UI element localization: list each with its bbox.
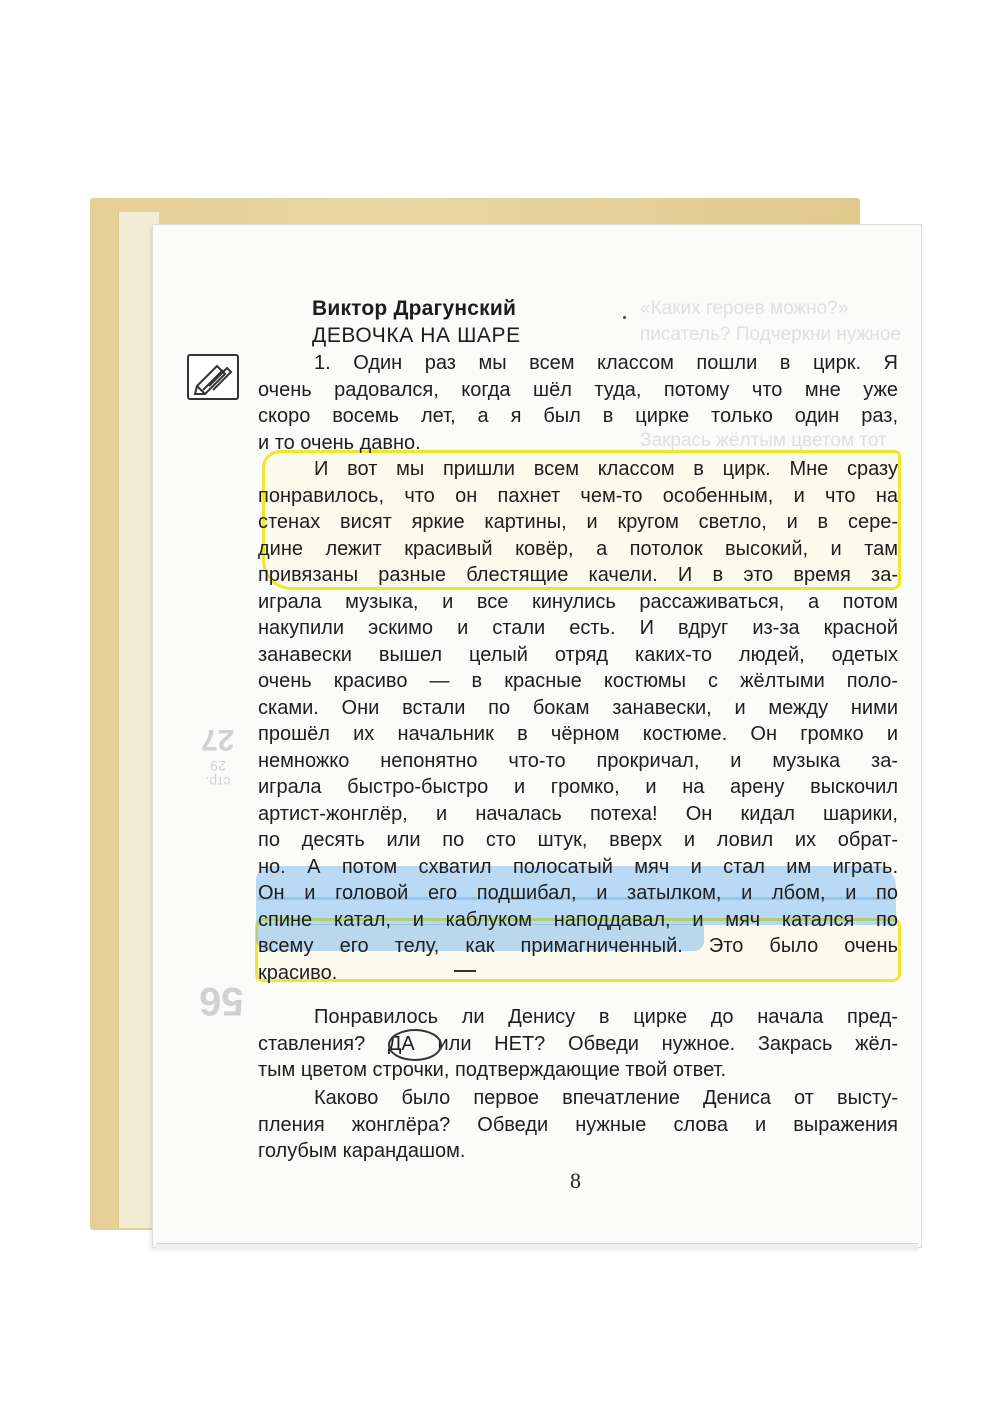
text-line: играла музыка, и все кинулись рассаживаться, а потом <box>258 590 898 613</box>
question-1 <box>258 1004 898 1084</box>
paragraph-1 <box>258 350 898 456</box>
bleed-through-small: стр. 29 <box>205 758 231 790</box>
text-line: спине катал, и каблуком наподдавал, и мяч катался по <box>258 908 898 931</box>
question-2 <box>258 1085 898 1165</box>
text-line: Каково было первое впечатление Дениса от высту- <box>314 1087 898 1109</box>
bleed-through-line: «Каких героев можно?» <box>640 298 849 319</box>
pencil-dash <box>454 970 476 972</box>
bleed-through-number: 56 <box>199 979 244 1023</box>
text-line: занавески вышел целый отряд каких-то людей, одетых <box>258 643 898 666</box>
text-line: прошёл их начальник в чёрном костюме. Он громко и <box>258 723 898 745</box>
text-line: дине лежит красивый ковёр, а потолок высокий, и там <box>258 537 898 560</box>
text-line: привязаны разные блестящие качели. И в это время за- <box>258 564 898 586</box>
text-line: немножко непонятно что-то прокричал, и музыка за- <box>258 749 898 772</box>
page-number: 8 <box>570 1168 581 1193</box>
answer-circle <box>388 1029 442 1061</box>
text-line: понравилось, что он пахнет чем-то особенным, и что на <box>258 484 898 507</box>
text-line: голубым карандашом. <box>258 1140 466 1162</box>
text-line: но. А потом схватил полосатый мяч и стал им играть. <box>258 855 898 878</box>
bleed-through-number: 27 <box>201 723 235 756</box>
text-line: 1. Один раз мы всем классом пошли в цирк. Я <box>314 352 898 374</box>
text-line: пления жонглёра? Обведи нужные слова и выражения <box>258 1113 898 1136</box>
story-title: ДЕВОЧКА НА ШАРЕ <box>312 324 521 347</box>
text-line: тым цветом строчки, подтверждающие твой ответ. <box>258 1059 727 1081</box>
pencils-icon <box>187 354 239 400</box>
text-line: красиво. <box>258 961 338 984</box>
text-line: и то очень давно. <box>258 431 421 454</box>
text-line: по десять или по сто штук, вверх и ловил их обрат- <box>258 829 898 851</box>
page-bottom-edge <box>156 1243 918 1250</box>
paragraph-2 <box>258 456 898 986</box>
text-line: накупили эскимо и стали есть. И вдруг из-за красной <box>258 617 898 639</box>
text-line: всему его телу, как примагниченный. Это было очень <box>258 935 898 957</box>
author-name: Виктор Драгунский <box>312 297 517 320</box>
text-line: И вот мы пришли всем классом в цирк. Мне сразу <box>314 458 898 480</box>
text-line: артист-жонглёр, и началась потеха! Он кидал шарики, <box>258 802 898 825</box>
text-line: Понравилось ли Денису в цирке до начала пред- <box>314 1006 898 1028</box>
text-line: играла быстро-быстро и громко, и на арену выскочил <box>258 776 898 798</box>
text-line: ставления? ДА или НЕТ? Обведи нужное. Закрась жёл- <box>258 1032 898 1055</box>
text-line: стенах висят яркие картины, и кругом светло, и в сере- <box>258 511 898 533</box>
dot-mark <box>623 316 626 319</box>
text-line: скоро восемь лет, а я был в цирке только один раз, <box>258 405 898 427</box>
text-line: Он и головой его подшибал, и затылком, и лбом, и по <box>258 882 898 904</box>
text-line: сками. Они встали по бокам занавески, и между ними <box>258 696 898 719</box>
text-line: очень красиво — в красные костюмы с жёлтыми поло- <box>258 670 898 692</box>
bleed-through-line: Закрась жёлтым цветом тот <box>640 430 887 451</box>
bleed-through-line: писатель? Подчеркни нужное <box>640 324 901 345</box>
text-line: очень радовался, когда шёл туда, потому что мне уже <box>258 378 898 401</box>
